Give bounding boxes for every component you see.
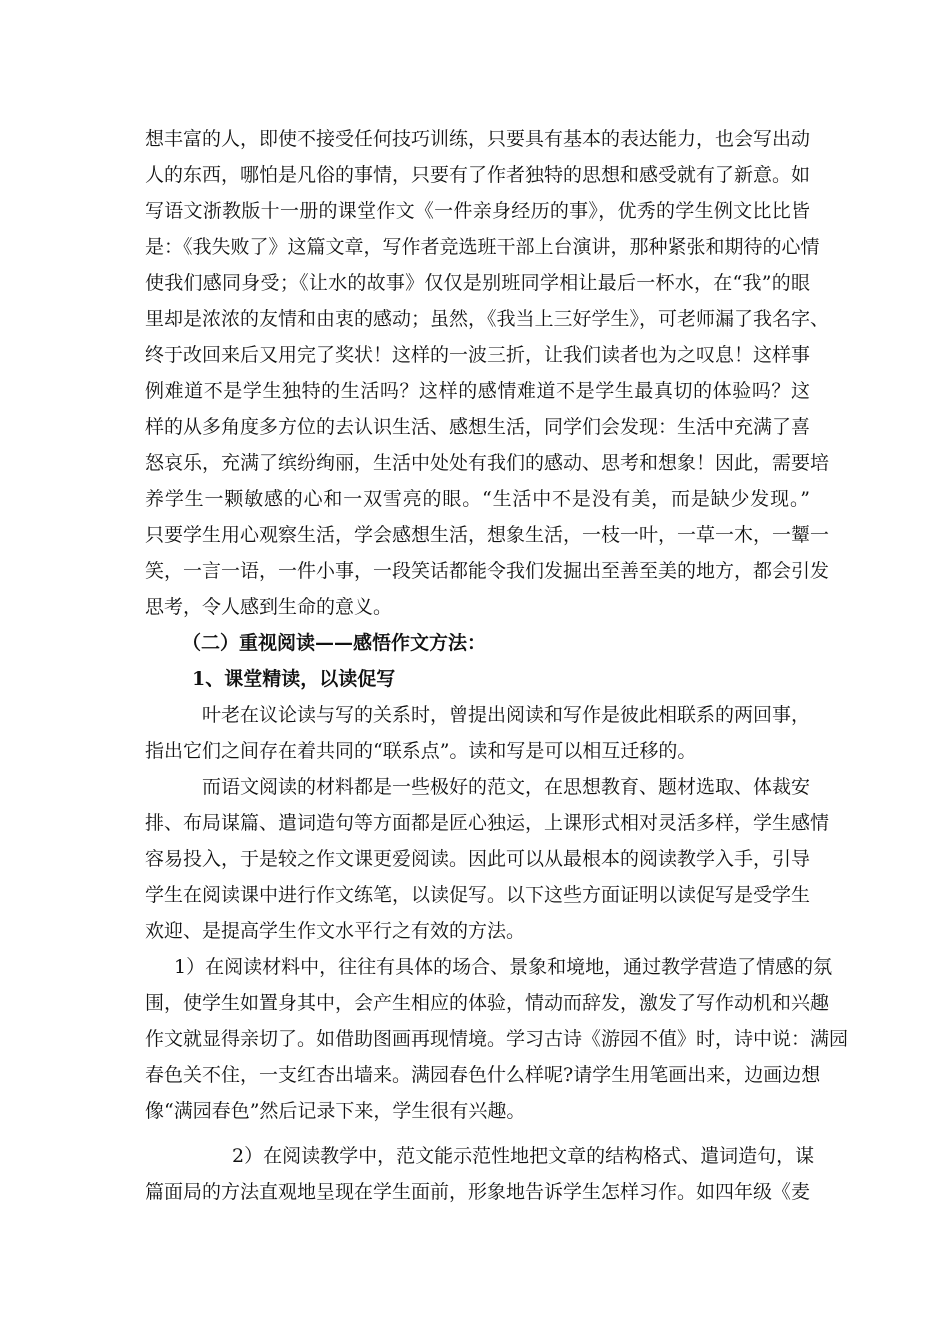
body-text-line: 1）在阅读材料中，往往有具体的场合、景象和境地，通过教学营造了情感的氛	[174, 956, 833, 978]
body-text-line: 笑，一言一语，一件小事，一段笑话都能令我们发掘出至善至美的地方，都会引发	[145, 560, 830, 582]
body-text-line: 围，使学生如置身其中，会产生相应的体验，情动而辞发，激发了写作动机和兴趣	[145, 992, 830, 1014]
body-text-line: 样的从多角度多方位的去认识生活、感想生活，同学们会发现：生活中充满了喜	[145, 416, 811, 438]
body-text-line: 容易投入，于是较之作文课更爱阅读。因此可以从最根本的阅读教学入手，引导	[145, 848, 811, 870]
body-text-line: 是：《我失败了》这篇文章，写作者竞选班干部上台演讲，那种紧张和期待的心情	[145, 236, 820, 258]
body-text-line: 排、布局谋篇、遣词造句等方面都是匠心独运，上课形式相对灵活多样，学生感情	[145, 812, 830, 834]
body-text-line: 思考，令人感到生命的意义。	[145, 596, 393, 618]
section-heading: （二）重视阅读——感悟作文方法：	[182, 632, 487, 654]
body-text-line: 篇面局的方法直观地呈现在学生面前，形象地告诉学生怎样习作。如四年级《麦	[145, 1181, 811, 1203]
body-text-line: 叶老在议论读与写的关系时，曾提出阅读和写作是彼此相联系的两回事，	[202, 704, 811, 726]
body-text-line: 只要学生用心观察生活，学会感想生活，想象生活，一枝一叶，一草一木，一颦一	[145, 524, 830, 546]
body-text-line: 学生在阅读课中进行作文练笔，以读促写。以下这些方面证明以读促写是受学生	[145, 884, 811, 906]
body-text-line: 怒哀乐，充满了缤纷绚丽，生活中处处有我们的感动、思考和想象！因此，需要培	[145, 452, 830, 474]
body-text-line: 养学生一颗敏感的心和一双雪亮的眼。“生活中不是没有美，而是缺少发现。”	[145, 488, 810, 510]
body-text-line: 里却是浓浓的友情和由衷的感动；虽然，《我当上三好学生》，可老师漏了我名字、	[145, 308, 830, 330]
body-text-line: 春色关不住，一支红杏出墙来。满园春色什么样呢?请学生用笔画出来，边画边想	[145, 1064, 821, 1086]
body-text-line: 想丰富的人，即使不接受任何技巧训练，只要具有基本的表达能力，也会写出动	[145, 128, 811, 150]
subsection-heading: 1、课堂精读，以读促写	[192, 668, 396, 690]
body-text-line: 例难道不是学生独特的生活吗？这样的感情难道不是学生最真切的体验吗？这	[145, 380, 810, 402]
body-text-line: 终于改回来后又用完了奖状！这样的一波三折，让我们读者也为之叹息！这样事	[145, 344, 811, 366]
body-text-line: 2）在阅读教学中，范文能示范性地把文章的结构格式、遣词造句，谋	[232, 1145, 815, 1167]
body-text-line: 写语文浙教版十一册的课堂作文《一件亲身经历的事》，优秀的学生例文比比皆	[145, 200, 810, 222]
body-text-line: 像“满园春色”然后记录下来，学生很有兴趣。	[145, 1100, 526, 1122]
body-text-line: 欢迎、是提高学生作文水平行之有效的方法。	[145, 920, 526, 942]
body-text-line: 作文就显得亲切了。如借助图画再现情境。学习古诗《游园不值》时，诗中说：满园	[145, 1028, 849, 1050]
body-text-line: 使我们感同身受；《让水的故事》仅仅是别班同学相让最后一杯水，在“我”的眼	[145, 272, 810, 294]
body-text-line: 人的东西，哪怕是凡俗的事情，只要有了作者独特的思想和感受就有了新意。如	[145, 164, 811, 186]
body-text-line: 而语文阅读的材料都是一些极好的范文，在思想教育、题材选取、体裁安	[202, 776, 811, 798]
body-text-line: 指出它们之间存在着共同的“联系点”。读和写是可以相互迁移的。	[145, 740, 697, 762]
